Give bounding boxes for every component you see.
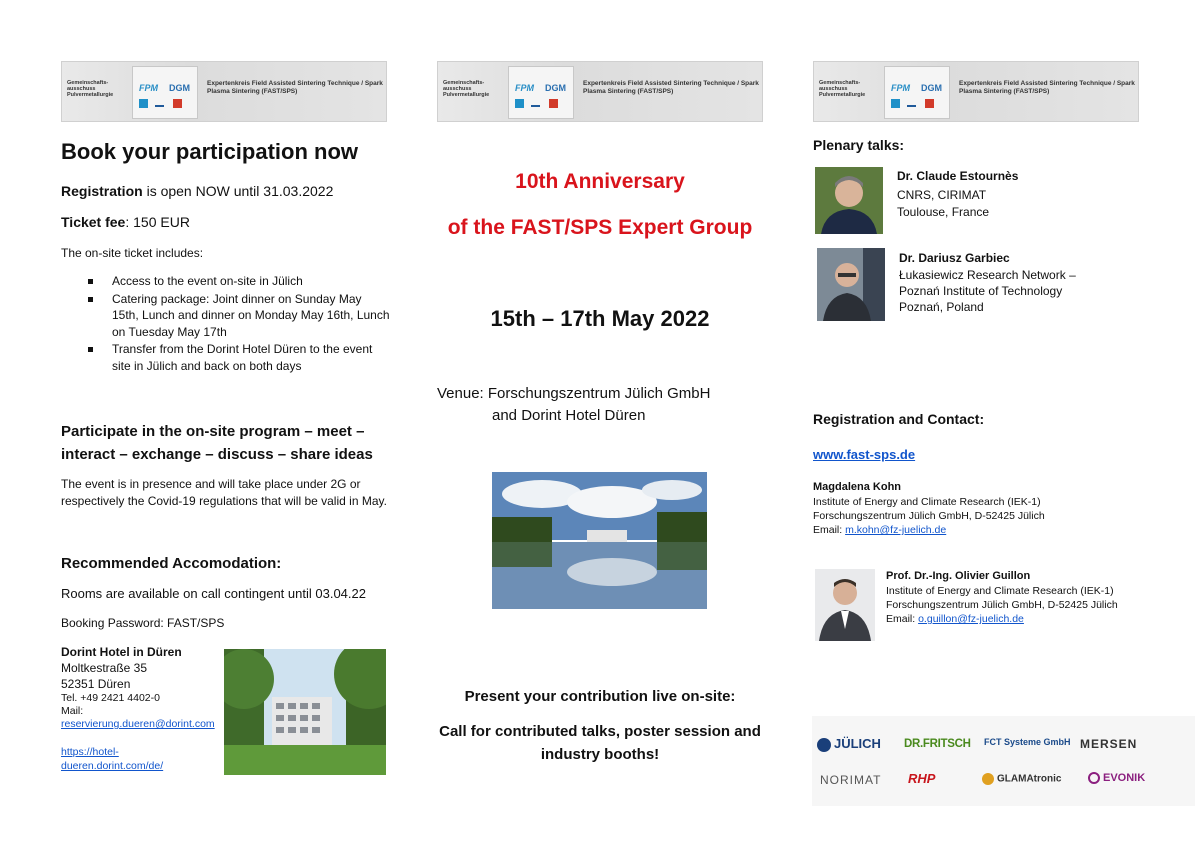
list-item: Catering package: Joint dinner on Sunday May 15th, Lunch and dinner on Monday May 16th, Lunch on Tuesday May 17th [61, 291, 391, 341]
wave-icon [907, 100, 916, 107]
banner-logo-block [132, 66, 198, 119]
venue-photo [492, 472, 707, 609]
registration-text: is open NOW until 31.03.2022 [142, 183, 334, 199]
sponsor-logo: DR.FRITSCH [904, 738, 971, 750]
contact2-line2: Forschungszentrum Jülich GmbH, D-52425 Jülich [886, 599, 1118, 611]
contact2-email-line [886, 613, 1024, 625]
website-link[interactable]: www.fast-sps.de [813, 447, 916, 462]
registration-label: Registration [61, 183, 143, 199]
speaker-location: Toulouse, France [897, 205, 990, 219]
contact-heading: Registration and Contact: [813, 411, 985, 427]
speaker-name: Dr. Claude Estournès [897, 169, 1019, 183]
banner-left-text: Gemeinschafts-ausschuss Pulvermetallurgie [443, 80, 490, 98]
banner-left-text: Gemeinschafts-ausschuss Pulvermetallurgie [67, 80, 114, 98]
contact1-email-link[interactable]: m.kohn@fz-juelich.de [845, 524, 947, 536]
sponsor-logo: JÜLICH [817, 736, 881, 752]
sponsor-logo: GLAMAtronic [982, 773, 1061, 785]
list-item: Access to the event on-site in Jülich [61, 273, 391, 290]
vdi-icon [139, 99, 148, 108]
ticket-text: : 150 EUR [125, 214, 190, 230]
banner-dgm: DGM [921, 83, 942, 93]
contact1-email-line [813, 524, 946, 536]
rooms-text: Rooms are available on call contingent until 03.04.22 [61, 586, 366, 601]
banner-right-text: Expertenkreis Field Assisted Sintering Technique / Spark Plasma Sintering (FAST/SPS) [207, 80, 383, 95]
hotel-tel: Tel. +49 2421 4402-0 [61, 692, 160, 704]
contact1-line2: Forschungszentrum Jülich GmbH, D-52425 Jülich [813, 510, 1045, 522]
list-item: Transfer from the Dorint Hotel Düren to the event site in Jülich and back on both days [61, 341, 391, 374]
sponsor-logo: EVONIK [1088, 772, 1145, 784]
speaker-affil-2: Poznań Institute of Technology [899, 284, 1063, 298]
banner-right-text: Expertenkreis Field Assisted Sintering Technique / Spark Plasma Sintering (FAST/SPS) [583, 80, 759, 95]
banner-fpm: FPM [515, 83, 534, 93]
contact2-name: Prof. Dr.-Ing. Olivier Guillon [886, 570, 1031, 582]
red-logo-icon [173, 99, 182, 108]
vdi-icon [515, 99, 524, 108]
wave-icon [155, 100, 164, 107]
banner-fpm: FPM [891, 83, 910, 93]
hotel-photo [224, 649, 386, 775]
hotel-url-link[interactable]: https://hotel-dueren.dorint.com/de/ [61, 746, 164, 772]
red-logo-icon [549, 99, 558, 108]
speaker-photo-estournes [815, 167, 883, 234]
hotel-mail-link[interactable]: reservierung.dueren@dorint.com [61, 718, 215, 730]
juelich-icon [817, 738, 831, 752]
registration-line [61, 183, 333, 199]
glama-icon [982, 773, 994, 785]
venue-line1: Venue: Forschungszentrum Jülich GmbH [437, 385, 711, 402]
speaker-location: Poznań, Poland [899, 300, 984, 314]
includes-list [61, 273, 391, 375]
banner-left-text: Gemeinschafts-ausschuss Pulvermetallurgie [819, 80, 866, 98]
contact2-email-link[interactable]: o.guillon@fz-juelich.de [918, 613, 1024, 625]
banner-logo-block [884, 66, 950, 119]
sponsor-logo: RHP [908, 771, 936, 786]
call-text: Call for contributed talks, poster session and industry booths! [439, 723, 761, 763]
sponsor-logo: MERSEN [1080, 737, 1138, 751]
wave-icon [531, 100, 540, 107]
password-text: Booking Password: FAST/SPS [61, 616, 225, 630]
vdi-icon [891, 99, 900, 108]
header-banner-right [813, 61, 1139, 122]
accommodation-heading: Recommended Accomodation: [61, 555, 282, 572]
participate-heading: Participate in the on-site program – meet – interact – exchange – discuss – share ideas [61, 423, 373, 463]
sponsor-logo: NORIMAT [820, 773, 882, 787]
email-label: Email: [886, 613, 919, 625]
presence-text: The event is in presence and will take place under 2G or respectively the Covid-19 regulations that will be valid in May. [61, 477, 387, 508]
hotel-name: Dorint Hotel in Düren [61, 645, 182, 659]
contact-photo-guillon [815, 569, 875, 641]
banner-logo-block [508, 66, 574, 119]
speaker-affil: CNRS, CIRIMAT [897, 188, 987, 202]
speaker-name: Dr. Dariusz Garbiec [899, 251, 1010, 265]
banner-dgm: DGM [169, 83, 190, 93]
contact1-name: Magdalena Kohn [813, 481, 902, 493]
present-heading: Present your contribution live on-site: [464, 688, 736, 705]
book-heading: Book your participation now [61, 139, 359, 164]
speaker-affil: Łukasiewicz Research Network – [899, 268, 1076, 282]
hotel-city: 52351 Düren [61, 677, 131, 691]
ticket-line [61, 214, 190, 230]
evonik-icon [1088, 772, 1100, 784]
banner-fpm: FPM [139, 83, 158, 93]
ticket-label: Ticket fee [61, 214, 126, 230]
hotel-street: Moltkestraße 35 [61, 661, 148, 675]
contact1-line1: Institute of Energy and Climate Research (IEK-1) [813, 496, 1041, 508]
header-banner-left [61, 61, 387, 122]
sponsor-logo: FCT Systeme GmbH [984, 737, 1071, 747]
red-logo-icon [925, 99, 934, 108]
hotel-mail-label: Mail: [61, 705, 84, 717]
plenary-heading: Plenary talks: [813, 137, 905, 153]
includes-intro: The on-site ticket includes: [61, 246, 204, 260]
event-dates: 15th – 17th May 2022 [490, 306, 710, 331]
banner-right-text: Expertenkreis Field Assisted Sintering Technique / Spark Plasma Sintering (FAST/SPS) [959, 80, 1135, 95]
venue-line2: and Dorint Hotel Düren [492, 407, 646, 424]
anniversary-line2: of the FAST/SPS Expert Group [447, 216, 753, 239]
sponsor-logos [812, 716, 1195, 806]
header-banner-middle [437, 61, 763, 122]
anniversary-line1: 10th Anniversary [515, 170, 685, 193]
email-label: Email: [813, 524, 846, 536]
contact2-line1: Institute of Energy and Climate Research (IEK-1) [886, 585, 1114, 597]
banner-dgm: DGM [545, 83, 566, 93]
speaker-photo-garbiec [817, 248, 885, 321]
